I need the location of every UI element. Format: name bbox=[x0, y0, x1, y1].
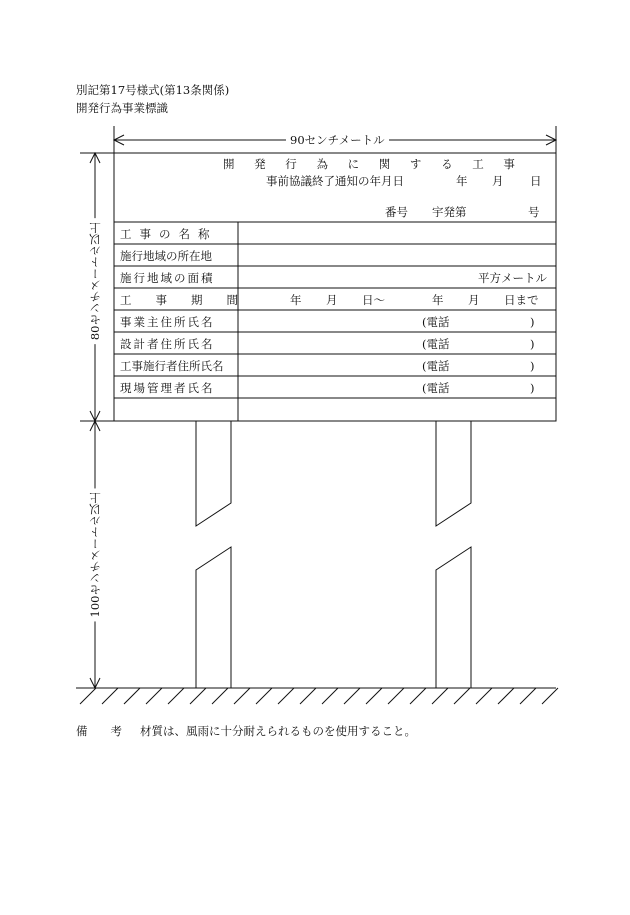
row-value-developer-phone: (電話 ) bbox=[422, 315, 535, 329]
row-label-site-manager: 現場管理者氏名 bbox=[120, 381, 215, 395]
ground-hatching bbox=[80, 688, 558, 704]
notice-date-label: 事前協議終了通知の年月日 bbox=[266, 174, 404, 188]
row-label-contractor: 工事施行者住所氏名 bbox=[120, 359, 224, 373]
notice-day: 日 bbox=[530, 174, 542, 188]
row-label-location: 施行地域の所在地 bbox=[120, 249, 212, 263]
note-label: 備 考 bbox=[76, 724, 122, 738]
row-value-contractor-phone: (電話 ) bbox=[422, 359, 535, 373]
period-end-year: 年 bbox=[432, 293, 444, 307]
period-start-year: 年 bbox=[290, 293, 302, 307]
row-label-designer: 設計者住所氏名 bbox=[120, 337, 215, 351]
row-label-developer: 事業主住所氏名 bbox=[120, 315, 215, 329]
row-value-area-unit: 平方メートル bbox=[478, 271, 547, 285]
width-dimension-label: 90センチメートル bbox=[286, 133, 389, 147]
row-label-period: 工事期間 bbox=[120, 293, 262, 307]
row-label-area: 施行地域の面積 bbox=[120, 271, 215, 285]
left-post-lower bbox=[196, 547, 231, 688]
sign-title: 開 発 行 為 に 関 す る 工 事 bbox=[223, 157, 523, 171]
right-post-lower bbox=[436, 547, 471, 688]
board-height-label: 80センチメートル以上 bbox=[87, 218, 103, 344]
period-start-day: 日～ bbox=[362, 293, 385, 307]
right-post-upper bbox=[436, 421, 471, 526]
notice-year: 年 bbox=[456, 174, 468, 188]
number-label: 番号 bbox=[385, 205, 408, 219]
period-end-month: 月 bbox=[468, 293, 480, 307]
period-start-month: 月 bbox=[326, 293, 338, 307]
notice-month: 月 bbox=[492, 174, 504, 188]
number-prefix: 宇発第 bbox=[432, 205, 467, 219]
row-value-site-manager-phone: (電話 ) bbox=[422, 381, 535, 395]
row-value-designer-phone: (電話 ) bbox=[422, 337, 535, 351]
note-text: 材質は、風雨に十分耐えられるものを使用すること。 bbox=[140, 724, 416, 738]
period-end-day: 日まで bbox=[504, 293, 539, 307]
left-post-upper bbox=[196, 421, 231, 526]
form-title: 開発行為事業標識 bbox=[76, 101, 168, 115]
number-suffix: 号 bbox=[528, 205, 540, 219]
row-label-work-name: 工事の名称 bbox=[120, 227, 218, 241]
post-height-label: 100センチメートル以上 bbox=[87, 488, 103, 621]
form-reference: 別記第17号様式(第13条関係) bbox=[76, 83, 230, 97]
